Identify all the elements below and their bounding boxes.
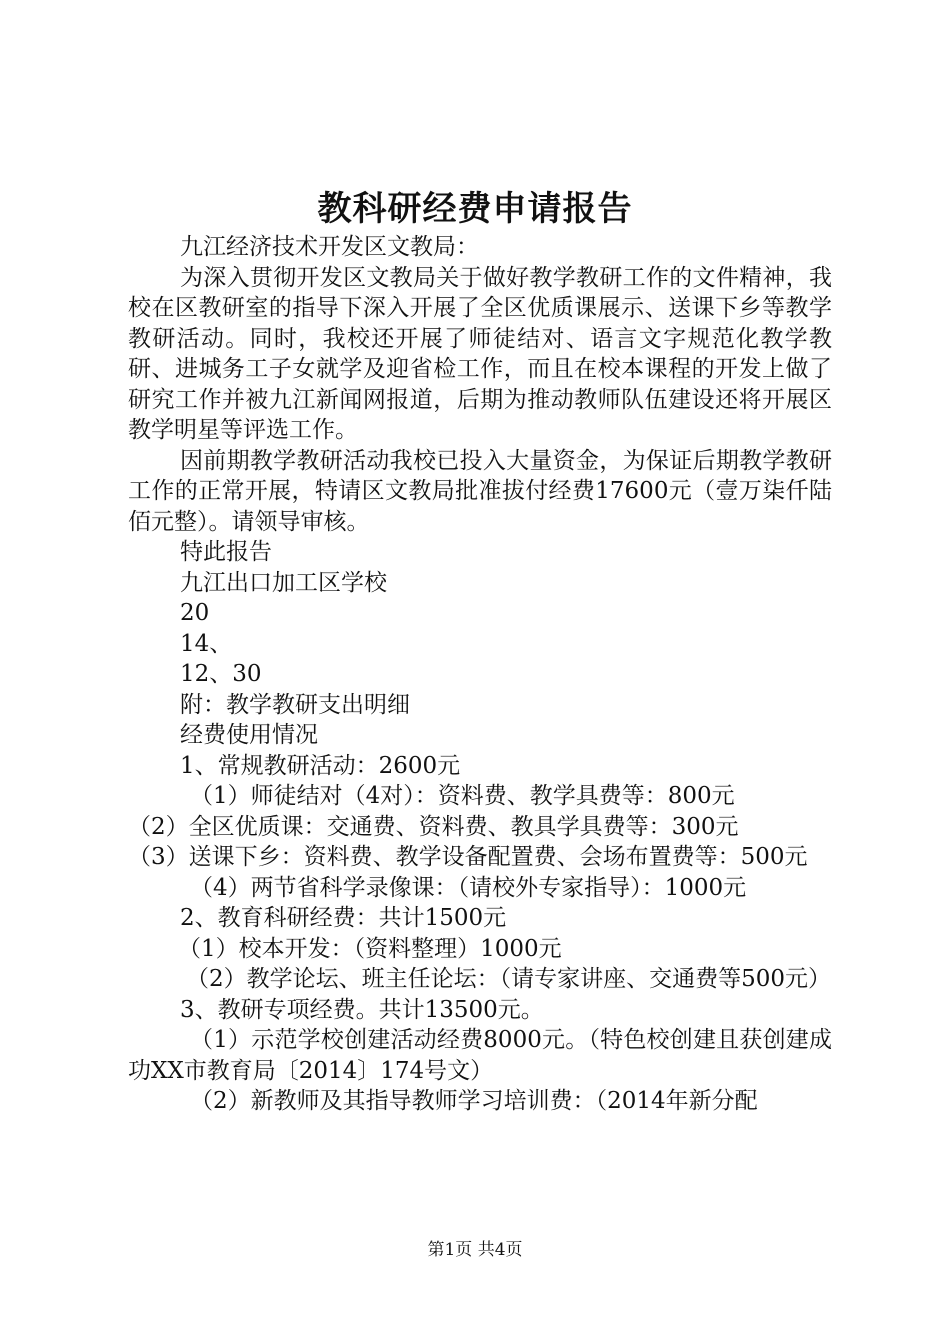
expense-item-3-1: （1）示范学校创建活动经费8000元。（特色校创建且获创建成功XX市教育局〔2014〕174号文）	[128, 1027, 832, 1084]
document-body	[128, 232, 832, 1117]
expense-item-2-2: （2）教学论坛、班主任论坛：（请专家讲座、交通费等500元）	[186, 966, 832, 992]
expense-item-2-1: （1）校本开发：（资料整理）1000元	[178, 935, 562, 962]
expense-item-1-1: （1）师徒结对（4对）：资料费、教学具费等：800元	[190, 783, 735, 809]
date-year-part1: 20	[180, 600, 210, 626]
expense-item-1-3: （3）送课下乡：资料费、教学设备配置费、会场布置费等：500元	[128, 844, 808, 870]
expense-item-3: 3、教研专项经费。共计13500元。	[180, 996, 544, 1023]
date-month-day: 12、30	[180, 661, 262, 687]
salutation: 九江经济技术开发区文教局：	[180, 234, 479, 260]
signature-school: 九江出口加工区学校	[180, 569, 387, 596]
paragraph-request: 因前期教学教研活动我校已投入大量资金，为保证后期教学教研工作的正常开展，特请区文教局批准拔付经费17600元（壹万柒仟陆佰元整）。请领导审核。	[128, 447, 832, 535]
paragraph-intro: 为深入贯彻开发区文教局关于做好教学教研工作的文件精神，我校在区教研室的指导下深入开展了全区优质课展示、送课下乡等教学教研活动。同时，我校还开展了师徒结对、语言文字规范化教学教研、进城务工子女就学及迎省检工作，而且在校本课程的开发上做了研究工作并被九江新闻网报道，后期为推动教师队伍建设还将开展区教学明星等评选工作。	[128, 264, 832, 443]
expense-item-1-4: （4）两节省科学录像课：（请校外专家指导）：1000元	[190, 874, 747, 901]
expense-item-1: 1、常规教研活动：2600元	[180, 752, 461, 779]
expense-heading: 经费使用情况	[180, 722, 318, 748]
attachment-heading: 附：教学教研支出明细	[180, 691, 410, 718]
page-footer: 第1页 共4页	[427, 1240, 523, 1260]
expense-item-3-2: （2）新教师及其指导教师学习培训费：（2014年新分配	[190, 1088, 758, 1114]
closing-phrase: 特此报告	[180, 539, 272, 565]
document-title: 教科研经费申请报告	[317, 189, 633, 229]
date-year-part2: 14、	[180, 630, 233, 657]
expense-item-1-2: （2）全区优质课：交通费、资料费、教具学具费等：300元	[128, 813, 739, 840]
expense-item-2: 2、教育科研经费：共计1500元	[180, 905, 507, 931]
